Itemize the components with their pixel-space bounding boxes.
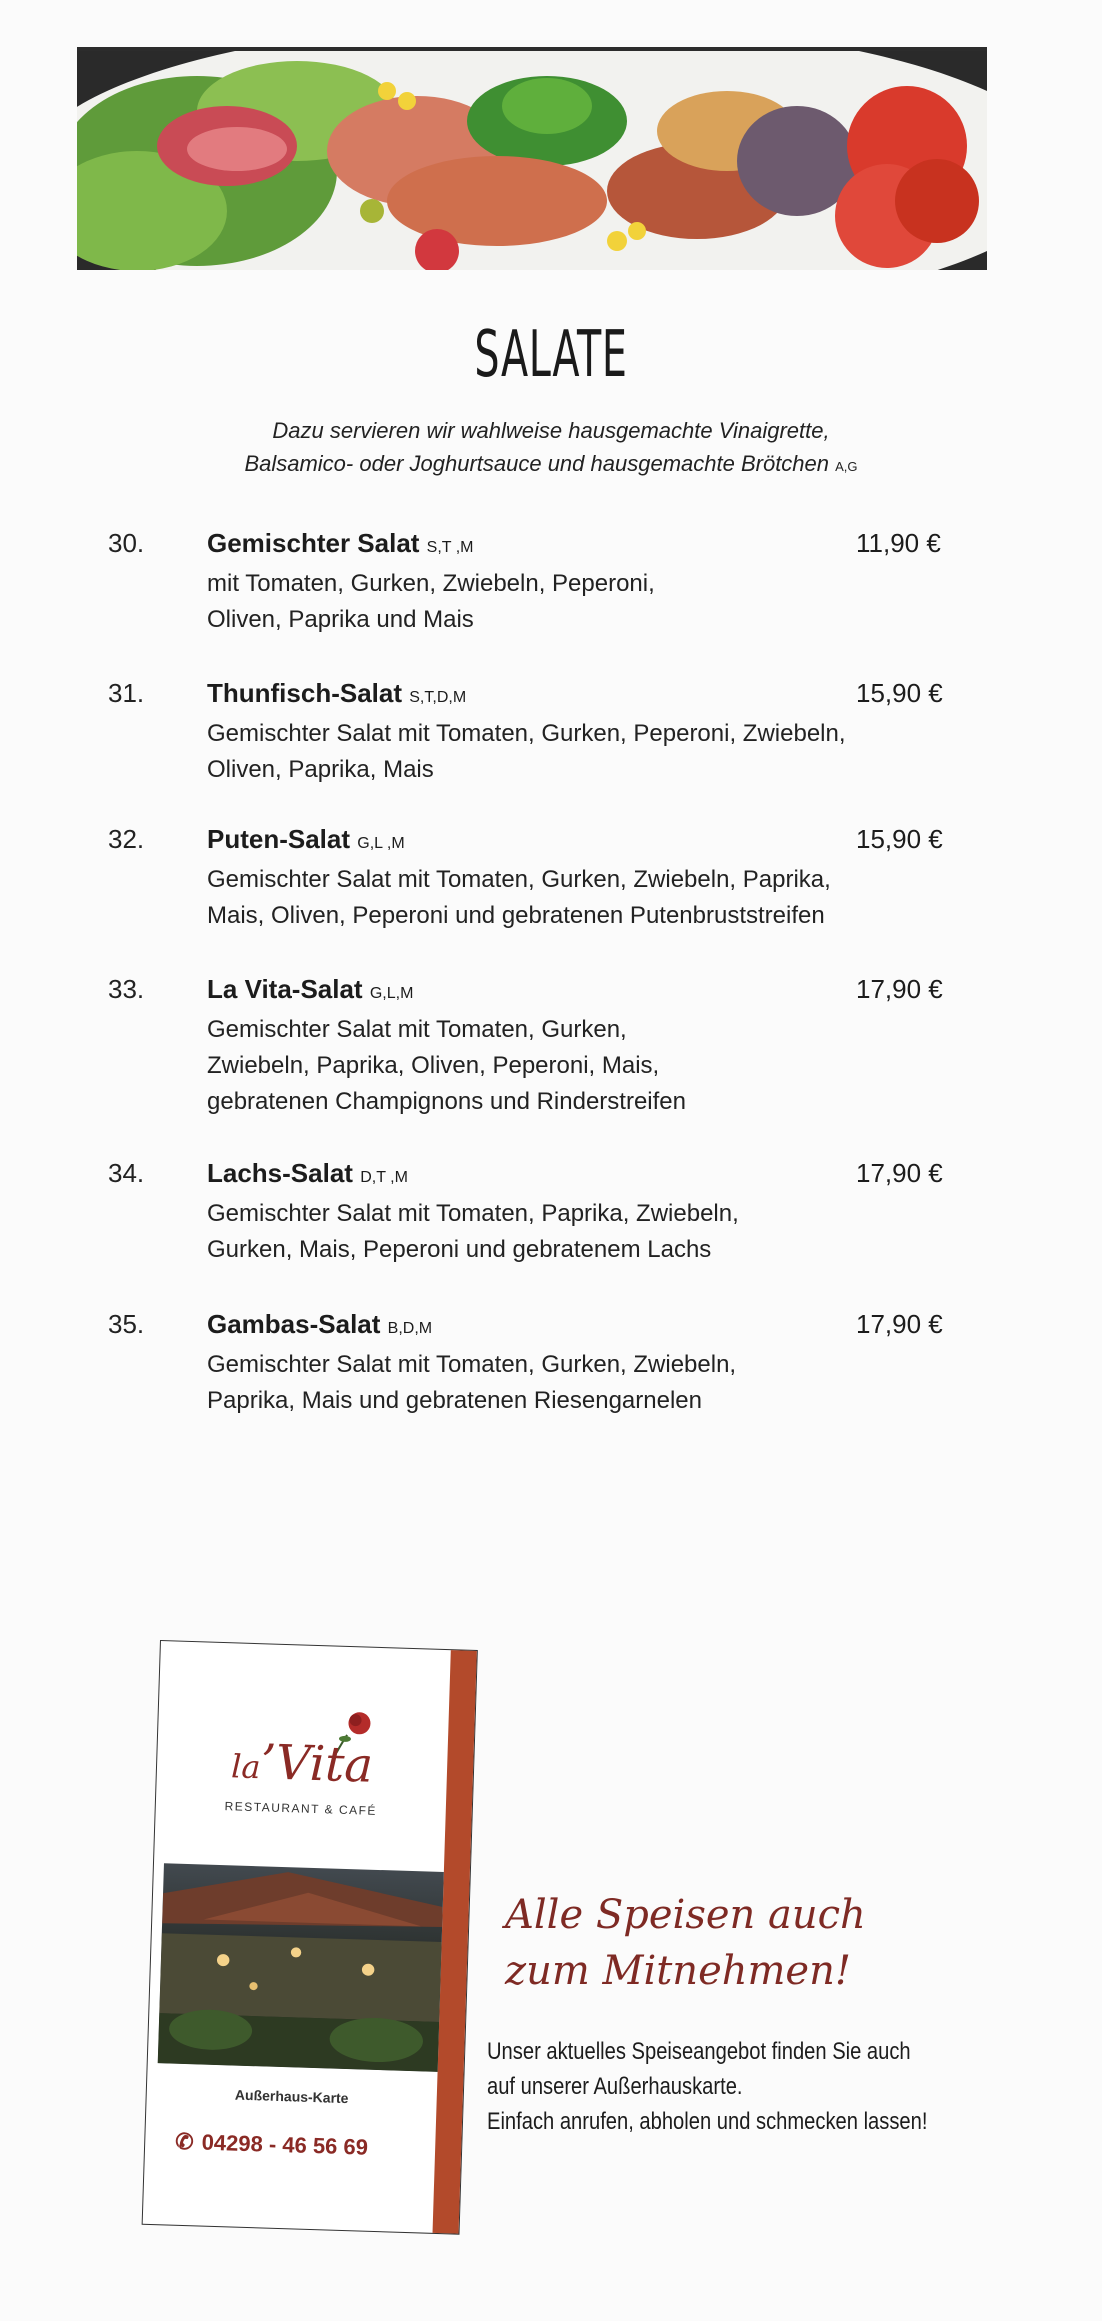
item-number: 35. [108, 1309, 145, 1339]
item-number: 30. [108, 528, 145, 558]
item-price: 15,90 € [856, 678, 943, 708]
item-description-line: Gurken, Mais, Peperoni und gebratenem Lachs [207, 1236, 712, 1263]
section-intro [0, 414, 1102, 483]
intro-line-1: Dazu servieren wir wahlweise hausgemachte Vinaigrette, [272, 418, 830, 443]
item-name: Lachs-Salat [207, 1158, 353, 1188]
item-title [207, 974, 413, 1005]
takeaway-info-line: Einfach anrufen, abholen und schmecken lassen! [487, 2108, 928, 2135]
item-description [207, 1012, 927, 1120]
item-price: 17,90 € [856, 1158, 943, 1188]
item-description-line: mit Tomaten, Gurken, Zwiebeln, Peperoni, [207, 570, 655, 597]
item-description [207, 862, 927, 934]
item-allergens: S,T,D,M [409, 689, 467, 706]
takeaway-info [487, 2034, 928, 2139]
intro-line-2-text: Balsamico- oder Joghurtsauce und hausgemachte Brötchen [244, 451, 830, 476]
item-description-line: Gemischter Salat mit Tomaten, Paprika, Zwiebeln, [207, 1200, 739, 1227]
item-allergens: S,T ,M [426, 539, 474, 556]
item-description [207, 1196, 927, 1268]
hero-salad-image [77, 47, 987, 270]
restaurant-terrace-photo [158, 1863, 444, 2072]
flyer-logo: la’Vita [230, 1734, 374, 1794]
item-price: 15,90 € [856, 824, 943, 854]
item-number: 32. [108, 824, 145, 854]
item-description-line: Gemischter Salat mit Tomaten, Gurken, Zwiebeln, Paprika, [207, 866, 831, 893]
flyer-subtitle: RESTAURANT & CAFÉ [224, 1799, 378, 1818]
item-title [207, 1158, 408, 1189]
item-number: 31. [108, 678, 145, 708]
phone-icon: ✆ [174, 2128, 195, 2155]
takeaway-info-line: Unser aktuelles Speiseangebot finden Sie auch [487, 2038, 911, 2065]
item-allergens: G,L,M [369, 985, 414, 1002]
item-name: Gemischter Salat [207, 528, 420, 558]
takeaway-headline-line-1: Alle Speisen auch [505, 1892, 866, 1938]
item-title [207, 528, 474, 559]
item-description-line: Paprika, Mais und gebratenen Riesengarnelen [207, 1387, 702, 1414]
takeaway-info-line: auf unserer Außerhauskarte. [487, 2073, 743, 2100]
item-number: 34. [108, 1158, 145, 1188]
item-description [207, 1347, 927, 1419]
item-title [207, 824, 405, 855]
terrace-photo-image [158, 1863, 444, 2072]
item-price: 11,90 € [856, 528, 941, 558]
item-description-line: gebratenen Champignons und Rinderstreifen [207, 1088, 686, 1115]
item-number: 33. [108, 974, 145, 1004]
salad-platter-photo [77, 51, 987, 270]
item-allergens: G,L ,M [357, 835, 405, 852]
item-description-line: Oliven, Paprika und Mais [207, 606, 474, 633]
takeaway-headline-line-2: zum Mitnehmen! [505, 1948, 851, 1994]
item-description-line: Oliven, Paprika, Mais [207, 756, 434, 783]
item-description-line: Gemischter Salat mit Tomaten, Gurken, Peperoni, Zwiebeln, [207, 720, 846, 747]
flyer-phone [175, 2129, 436, 2163]
flyer-logo-prefix: la [230, 1747, 262, 1787]
flyer-caption: Außerhaus-Karte [234, 2086, 349, 2107]
item-price: 17,90 € [856, 974, 943, 1004]
item-name: Puten-Salat [207, 824, 351, 854]
item-name: Thunfisch-Salat [207, 678, 403, 708]
item-allergens: D,T ,M [360, 1169, 408, 1186]
intro-line-2 [0, 447, 1102, 483]
flyer-phone-number: 04298 - 46 56 69 [201, 2129, 369, 2160]
item-name: Gambas-Salat [207, 1309, 381, 1339]
section-title: SALATE [474, 318, 628, 392]
item-name: La Vita-Salat [207, 974, 363, 1004]
item-description-line: Gemischter Salat mit Tomaten, Gurken, [207, 1016, 627, 1043]
item-title [207, 1309, 432, 1340]
item-allergens: B,D,M [387, 1320, 433, 1337]
item-price: 17,90 € [856, 1309, 943, 1339]
item-description-line: Mais, Oliven, Peperoni und gebratenen Putenbruststreifen [207, 902, 825, 929]
item-title [207, 678, 466, 709]
flyer-logo-name: Vita [275, 1734, 374, 1794]
takeaway-headline [505, 1887, 925, 1999]
item-description-line: Zwiebeln, Paprika, Oliven, Peperoni, Mais, [207, 1052, 660, 1079]
intro-allergens: A,G [835, 459, 858, 474]
takeaway-flyer [142, 1640, 478, 2235]
item-description [207, 716, 927, 788]
item-description [207, 566, 927, 638]
item-description-line: Gemischter Salat mit Tomaten, Gurken, Zwiebeln, [207, 1351, 737, 1378]
